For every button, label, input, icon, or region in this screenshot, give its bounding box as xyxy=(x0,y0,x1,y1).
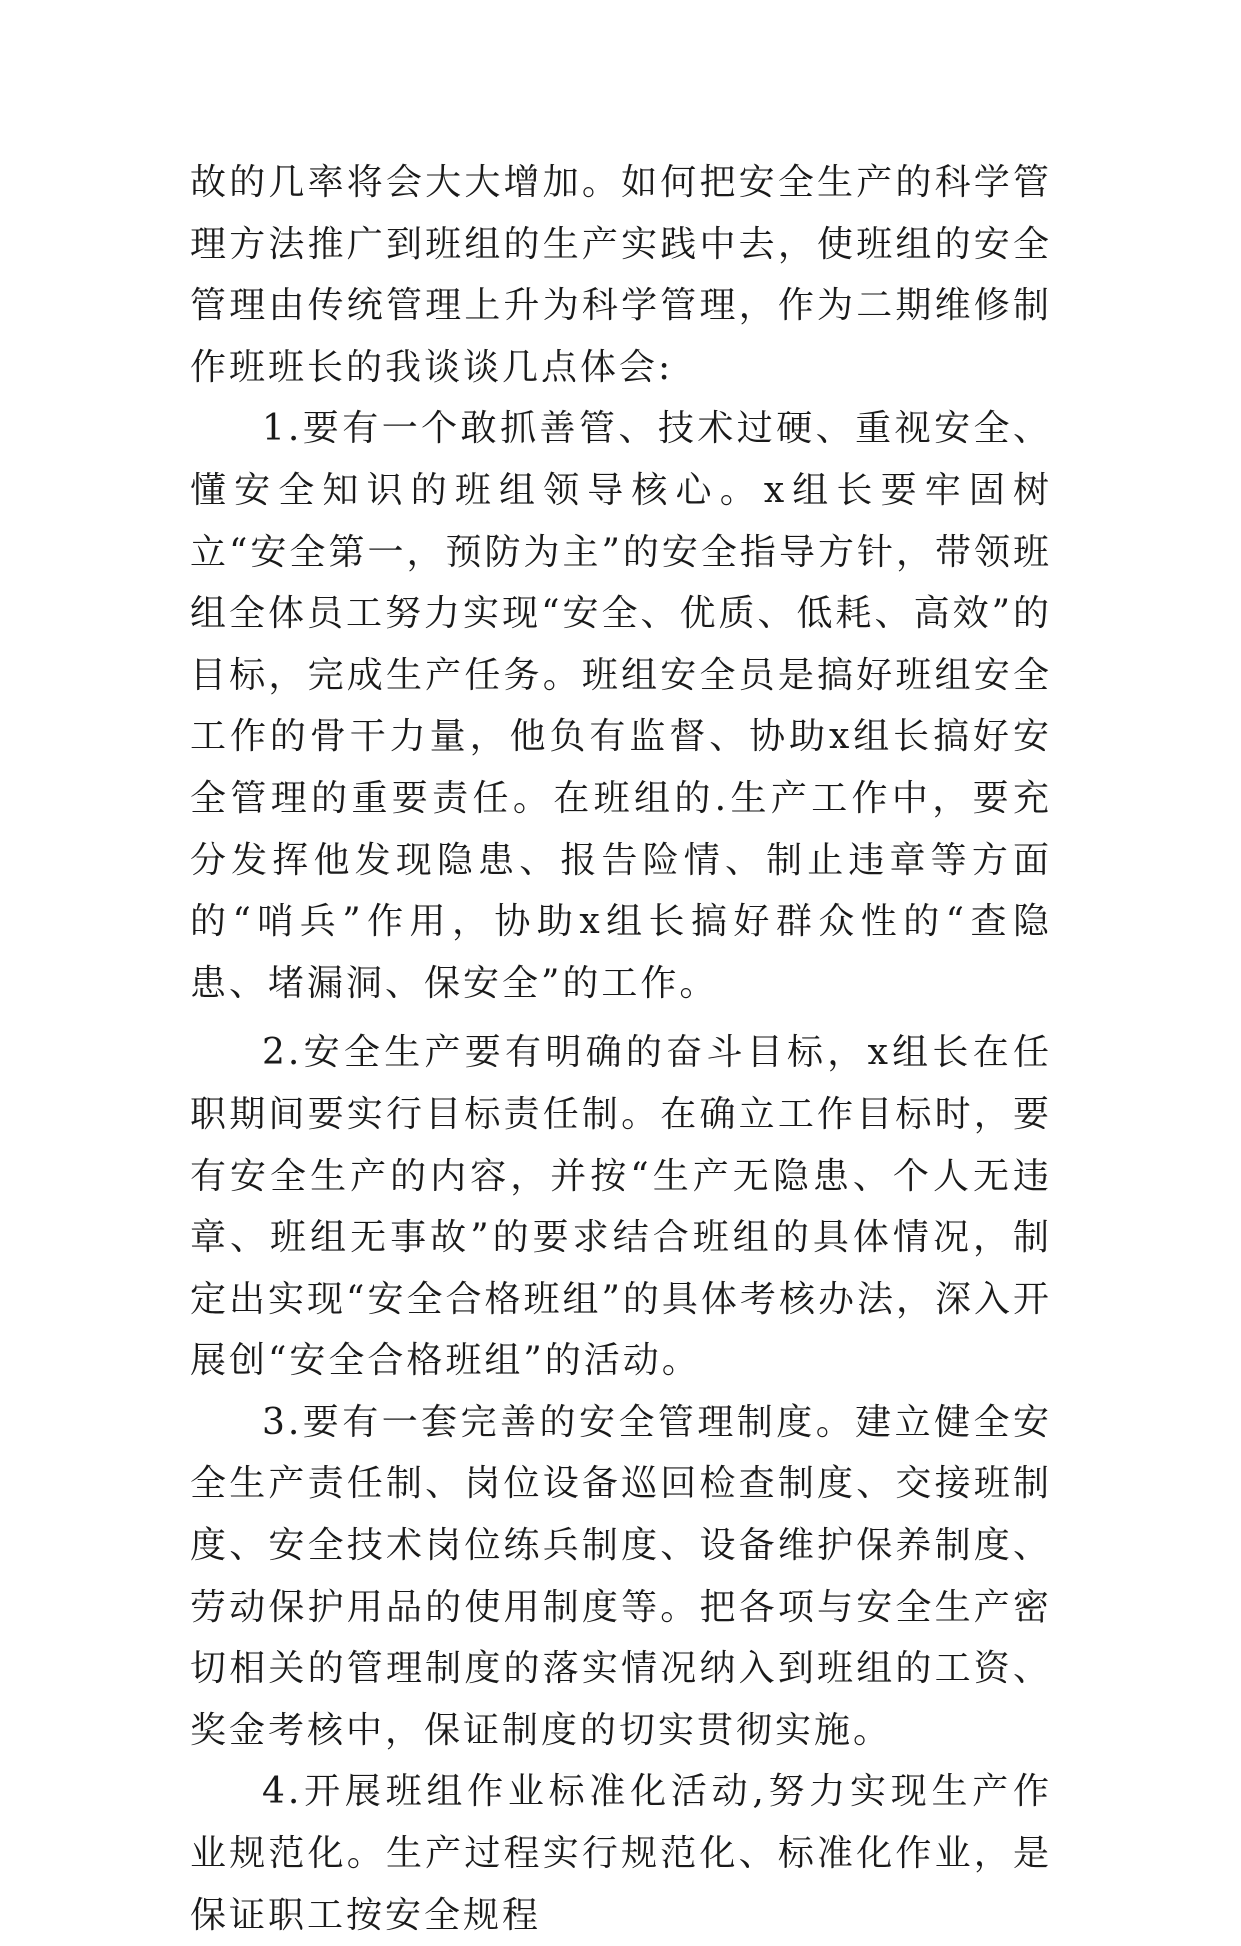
paragraph-intro-continuation: 故的几率将会大大增加。如何把安全生产的科学管理方法推广到班组的生产实践中去，使班组的安全管理由传统管理上升为科学管理，作为二期维修制作班班长的我谈谈几点体会: xyxy=(190,162,1052,388)
paragraph-point-4: 4.开展班组作业标准化活动,努力实现生产作业规范化。生产过程实行规范化、标准化作业，是保证职工按安全规程 xyxy=(190,1771,1052,1936)
paragraph-point-3: 3.要有一套完善的安全管理制度。建立健全安全生产责任制、岗位设备巡回检查制度、交接班制度、安全技术岗位练兵制度、设备维护保养制度、劳动保护用品的使用制度等。把各项与安全生产密切相关的管理制度的落实情况纳入到班组的工资、奖金考核中，保证制度的切实贯彻实施。 xyxy=(190,1401,1052,1751)
document-page xyxy=(190,152,1052,1946)
paragraph-point-2: 2.安全生产要有明确的奋斗目标，x组长在任职期间要实行目标责任制。在确立工作目标时，要有安全生产的内容，并按“生产无隐患、个人无违章、班组无事故”的要求结合班组的具体情况，制定出实现“安全合格班组”的具体考核办法，深入开展创“安全合格班组”的活动。 xyxy=(190,1032,1052,1382)
paragraph-point-1: 1.要有一个敢抓善管、技术过硬、重视安全、懂安全知识的班组领导核心。x组长要牢固树立“安全第一，预防为主”的安全指导方针，带领班组全体员工努力实现“安全、优质、低耗、高效”的目标，完成生产任务。班组安全员是搞好班组安全工作的骨干力量，他负有监督、协助x组长搞好安全管理的重要责任。在班组的.生产工作中，要充分发挥他发现隐患、报告险情、制止违章等方面的“哨兵”作用，协助x组长搞好群众性的“查隐患、堵漏洞、保安全”的工作。 xyxy=(190,408,1052,1004)
